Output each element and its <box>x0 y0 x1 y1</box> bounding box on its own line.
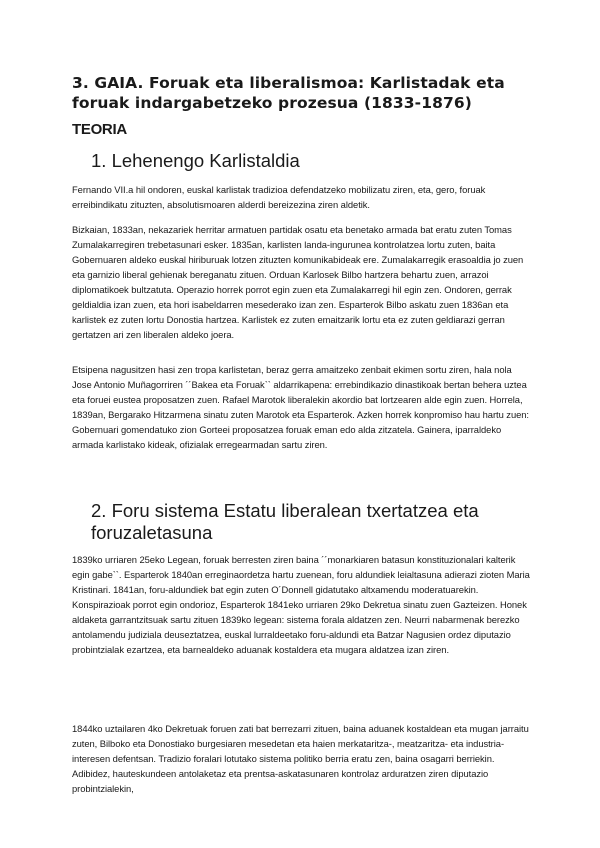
paragraph: 1844ko uztailaren 4ko Dekretuak foruen zati bat berrezarri zituen, baina aduanek kostaldean eta mugan jarraitu zuten, Bilboko eta Donostiako burgesiaren mesedetan eta haien merkataritza-, meatzaritza- eta industria- interesen defentsan. Tradizio foralari lotutako sistema politiko berria eratu zen, baina osagarri berriekin. Adibidez, hauteskundeen antolaketaz eta prentsa-askatasunaren kontrolaz arduratzen ziren diputazio probintzialekin, <box>72 723 529 794</box>
paragraph: Bizkaian, 1833an, nekazariek herritar armatuen partidak osatu eta benetako armada bat eratu zuten Tomas Zumalakarregiren trebetasunari esker. 1835an, karlisten landa-ingurunea kontrolatzea lortu zuten, baita Gobernuaren aldeko euskal hiriburuak lotzen zituzten komunikabideak ere. Zumalakarregik erasoaldia jo zuen eta garnizio liberal gehienak bereganatu zituen. Orduan Karlosek Bilbo hartzera behartu zuen, arrazoi diplomatikoek bultzatuta. Operazio horrek porrot egin zuen eta Zumalakarregi hil egin zen. Ondoren, gerrak geldialdia izan zuen, eta hori isabeldarren mesederako izan zen. Esparterok Bilbo askatu zuen 1836an eta karlistek ez zuten lortu Donostia hartzea. Karlistek ez zuten emaitzarik lortu eta ez zuten geldiarazi gerran gertatzen ari zen liberalen aldeko joera. <box>72 224 524 340</box>
paragraph: Etsipena nagusitzen hasi zen tropa karlistetan, beraz gerra amaitzeko zenbait ekimen sortu ziren, hala nola Jose Antonio Muñagorriren ´´Bakea eta Foruak`` aldarrikapena: errebindikazio dinastikoak bertan behera uztea eta foruei eustea proposatzen zuen. Rafael Marotok liberalekin akordio bat lortzearen alde egin zuen. Horrela, 1839an, Bergarako Hitzarmena sinatu zuten Marotok eta Esparterok. Azken horrek konpromiso hau hartu zuen: Gobernuari gomendatuko zion Gorteei proposatzea foruak eman edo alda zitzatela. Gainera, iparraldeko armada karlistako kideak, ofizialak erregearmadan sartu ziren. <box>72 364 529 450</box>
paragraph: 1839ko urriaren 25eko Legean, foruak berresten ziren baina ´´monarkiaren batasun konstituzionalari kalterik egin gabe``. Esparterok 1840an erreginaordetza hartu zuenean, foru aldundiek leialtasuna adierazi zioten Maria Kristinari. 1841an, foru-aldundiek bat egin zuten O´Donnell gidatutako altxamendu moderatuarekin. Konspirazioak porrot egin ondorioz, Esparterok 1841eko urriaren 29ko Dekretua sinatu zuen Gazteizen. Honek aldaketa garrantzitsuak sartu zituen 1839ko legean: sistema forala aldatzen zen. Neurri nabarmenak berezko antolamendu judiziala deuseztatzea, euskal lurraldeetako foru-aldundi eta Batzar Nagusien ordez diputazio probintzialak ezartzea, eta barnealdeko aduanak kostaldera eta mugara aldatzea izan ziren. <box>72 554 530 655</box>
theory-label: TEORIA <box>72 121 127 138</box>
paragraph: Fernando VII.a hil ondoren, euskal karlistak tradizioa defendatzeko mobilizatu ziren, eta, gero, foruak erreibindikatu zituzten, absolutismoaren alderdi bereizezina ziren aldetik. <box>72 184 486 210</box>
section-heading-1: 1. Lehenengo Karlistaldia <box>91 150 300 171</box>
document-title: 3. GAIA. Foruak eta liberalismoa: Karlistadak eta foruak indargabetzeko prozesua (1833-1876) <box>72 74 505 112</box>
section-heading-2: 2. Foru sistema Estatu liberalean txertatzea eta foruzaletasuna <box>91 500 479 543</box>
